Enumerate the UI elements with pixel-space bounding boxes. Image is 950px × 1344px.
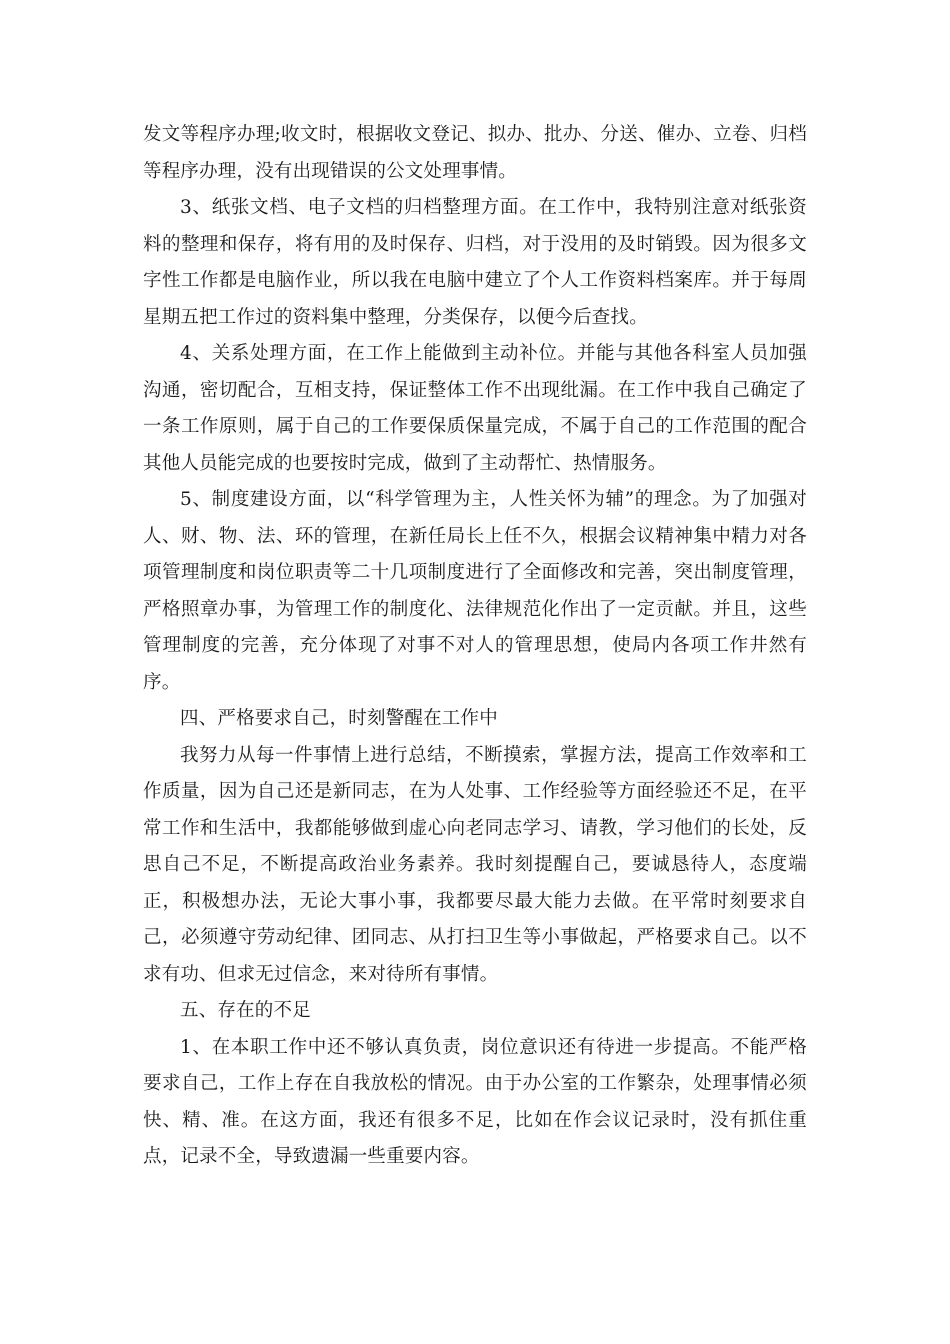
paragraph-system-building: 5、制度建设方面，以“科学管理为主，人性关怀为辅”的理念。为了加强对人、财、物、法、环的管理，在新任局长上任不久，根据会议精神集中精力对各项管理制度和岗位职责等二十几项制度进行了全面修改和完善，突出制度管理，严格照章办事，为管理工作的制度化、法律规范化作出了一定贡献。并且，这些管理制度的完善，充分体现了对事不对人的管理思想，使局内各项工作井然有序。	[143, 489, 807, 693]
paragraph-relations: 4、关系处理方面，在工作上能做到主动补位。并能与其他各科室人员加强沟通，密切配合，互相支持，保证整体工作不出现纰漏。在工作中我自己确定了一条工作原则，属于自己的工作要保质保量完成，不属于自己的工作范围的配合其他人员能完成的也要按时完成，做到了主动帮忙、热情服务。	[143, 343, 807, 474]
paragraph-shortcoming-1: 1、在本职工作中还不够认真负责，岗位意识还有待进一步提高。不能严格要求自己，工作上存在自我放松的情况。由于办公室的工作繁杂，处理事情必须快、精、准。在这方面，我还有很多不足，比如在作会议记录时，没有抓住重点，记录不全，导致遗漏一些重要内容。	[143, 1036, 807, 1167]
document-body	[143, 117, 807, 1176]
section-heading-self-discipline: 四、严格要求自己，时刻警醒在工作中	[180, 708, 498, 729]
paragraph-self-discipline: 我努力从每一件事情上进行总结，不断摸索，掌握方法，提高工作效率和工作质量，因为自己还是新同志，在为人处事、工作经验等方面经验还不足，在平常工作和生活中，我都能够做到虚心向老同志学习、请教，学习他们的长处，反思自己不足，不断提高政治业务素养。我时刻提醒自己，要诚恳待人，态度端正，积极想办法，无论大事小事，我都要尽最大能力去做。在平常时刻要求自己，必须遵守劳动纪律、团同志、从打扫卫生等小事做起，严格要求自己。以不求有功、但求无过信念，来对待所有事情。	[143, 744, 807, 985]
paragraph-filing: 3、纸张文档、电子文档的归档整理方面。在工作中，我特别注意对纸张资料的整理和保存，将有用的及时保存、归档，对于没用的及时销毁。因为很多文字性工作都是电脑作业，所以我在电脑中建立了个人工作资料档案库。并于每周星期五把工作过的资料集中整理，分类保存，以便今后查找。	[143, 197, 807, 328]
paragraph-continued: 发文等程序办理;收文时，根据收文登记、拟办、批办、分送、催办、立卷、归档等程序办理，没有出现错误的公文处理事情。	[143, 124, 807, 182]
section-heading-shortcomings: 五、存在的不足	[180, 1000, 311, 1021]
